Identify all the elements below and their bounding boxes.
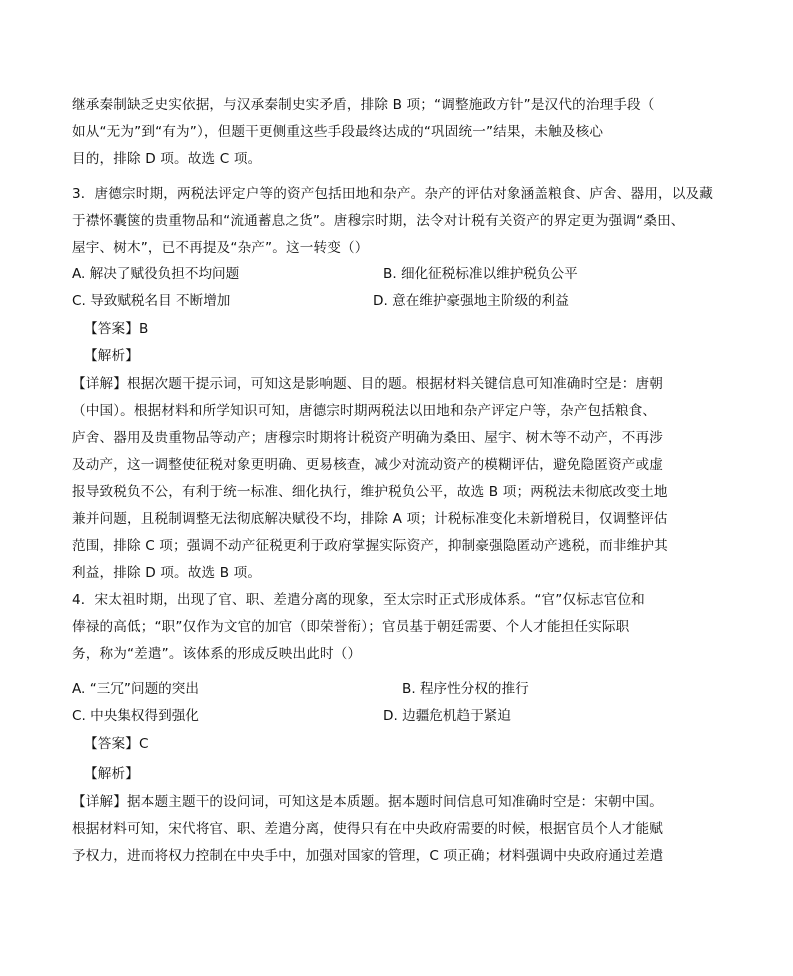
q4-answer: 【答案】C bbox=[84, 736, 149, 752]
q3-analysis-label: 【解析】 bbox=[84, 348, 139, 364]
q4-option-b: B. 程序性分权的推行 bbox=[402, 681, 529, 697]
q4-detail-line: 根据材料可知，宋代将官、职、差遣分离，使得只有在中央政府需要的时候，根据官员个人才能赋 bbox=[72, 821, 663, 837]
q4-option-c: C. 中央集权得到强化 bbox=[72, 708, 199, 724]
q3-detail-line: 兼并问题，且税制调整无法彻底解决赋役不均，排除 A 项；计税标准变化未新增税目，仅调整评估 bbox=[72, 511, 668, 527]
q3-option-c: C. 导致赋税名目 不断增加 bbox=[72, 293, 231, 309]
question-3-stem: 屋宇、树木”，已不再提及“杂产”。这一转变（） bbox=[72, 240, 369, 256]
q3-detail-line: 报导致税负不公，有利于统一标准、细化执行，维护税负公平，故选 B 项；两税法未彻底改变土地 bbox=[72, 484, 668, 500]
q3-detail-line: 庐舍、器用及贵重物品等动产；唐穆宗时期将计税资产明确为桑田、屋宇、树木等不动产，不再涉 bbox=[72, 430, 663, 446]
q3-detail-line: （中国）。根据材料和所学知识可知，唐德宗时期两税法以田地和杂产评定户等，杂产包括粮食、 bbox=[72, 403, 657, 419]
question-3-stem: 于襟怀囊箧的贵重物品和“流通蓄息之货”。唐穆宗时期，法令对计税有关资产的界定更为强调“桑田、 bbox=[72, 213, 685, 229]
q3-detail-line: 范围，排除 C 项；强调不动产征税更利于政府掌握实际资产，抑制豪强隐匿动产逃税，而非维护其 bbox=[72, 538, 668, 554]
q4-analysis-label: 【解析】 bbox=[84, 766, 139, 782]
q4-option-a: A. “三冗”问题的突出 bbox=[72, 681, 199, 697]
q3-detail-line: 及动产，这一调整使征税对象更明确、更易核查，减少对流动资产的模糊评估，避免隐匿资产或虚 bbox=[72, 457, 663, 473]
q3-option-b: B. 细化征税标准以维护税负公平 bbox=[383, 266, 578, 282]
q4-detail-line: 【详解】据本题主题干的设问词，可知这是本质题。据本题时间信息可知准确时空是：宋朝中国。 bbox=[72, 794, 663, 810]
text-line: 继承秦制缺乏史实依据，与汉承秦制史实矛盾，排除 B 项；“调整施政方针”是汉代的治理手段（ bbox=[72, 97, 655, 113]
text-line: 如从“无为”到“有为”），但题干更侧重这些手段最终达成的“巩固统一”结果，未触及核心 bbox=[72, 124, 604, 140]
question-3-stem: 3．唐德宗时期，两税法评定户等的资产包括田地和杂产。杂产的评估对象涵盖粮食、庐舍、器用，以及藏 bbox=[72, 186, 714, 202]
q4-detail-line: 予权力，进而将权力控制在中央手中，加强对国家的管理，C 项正确；材料强调中央政府通过差遣 bbox=[72, 848, 664, 864]
q3-option-a: A. 解决了赋役负担不均问题 bbox=[72, 266, 240, 282]
q4-option-d: D. 边疆危机趋于紧迫 bbox=[383, 708, 511, 724]
q3-detail-line: 利益，排除 D 项。故选 B 项。 bbox=[72, 565, 262, 581]
q3-answer: 【答案】B bbox=[84, 321, 149, 337]
question-4-stem: 4．宋太祖时期，出现了官、职、差遣分离的现象，至太宗时正式形成体系。“官”仅标志官位和 bbox=[72, 592, 645, 608]
q3-option-d: D. 意在维护豪强地主阶级的利益 bbox=[373, 293, 569, 309]
q3-detail-line: 【详解】根据次题干提示词，可知这是影响题、目的题。根据材料关键信息可知准确时空是：唐朝 bbox=[72, 376, 663, 392]
text-line: 目的，排除 D 项。故选 C 项。 bbox=[72, 151, 262, 167]
question-4-stem: 俸禄的高低；“职”仅作为文官的加官（即荣誉衔）；官员基于朝廷需要、个人才能担任实际职 bbox=[72, 619, 630, 635]
question-4-stem: 务，称为“差遣”。该体系的形成反映出此时（） bbox=[72, 646, 362, 662]
